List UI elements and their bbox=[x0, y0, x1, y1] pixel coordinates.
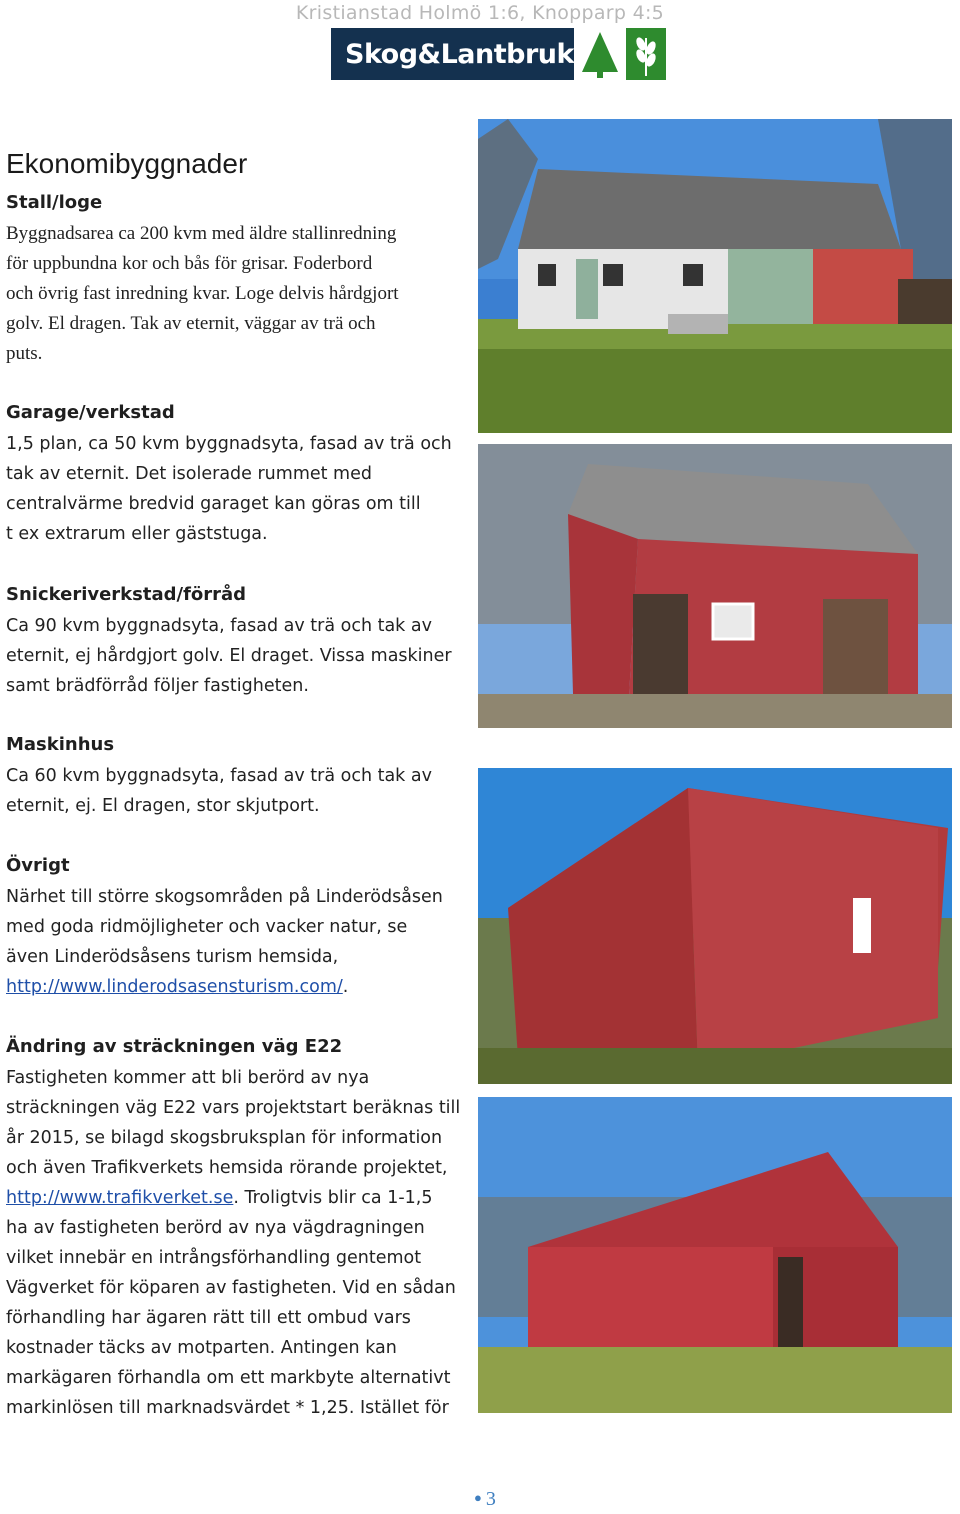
text-line: markägaren förhandla om ett markbyte alternativt bbox=[6, 1368, 451, 1388]
text-line: med goda ridmöjligheter och vacker natur, se bbox=[6, 917, 408, 937]
text-line: sträckningen väg E22 vars projektstart beräknas till bbox=[6, 1098, 461, 1118]
text-line: Närhet till större skogsområden på Linderödsåsen bbox=[6, 887, 443, 907]
text-line: Fastigheten kommer att bli berörd av nya bbox=[6, 1068, 370, 1088]
text-line: Byggnadsarea ca 200 kvm med äldre stallinredning bbox=[6, 223, 397, 244]
tree-icon bbox=[574, 28, 626, 80]
section-title-snickeri: Snickeriverkstad/förråd bbox=[6, 584, 247, 605]
section-text-maskinhus bbox=[6, 761, 432, 821]
text-line: 1,5 plan, ca 50 kvm byggnadsyta, fasad av trä och bbox=[6, 434, 452, 454]
text-line: samt brädförråd följer fastigheten. bbox=[6, 676, 309, 696]
linderodsasen-link[interactable]: http://www.linderodsasensturism.com/ bbox=[6, 977, 343, 997]
text-line: och även Trafikverkets hemsida rörande projektet, bbox=[6, 1158, 448, 1178]
text-line: tak av eternit. Det isolerade rummet med bbox=[6, 464, 372, 484]
text-line: vilket innebär en intrångsförhandling gentemot bbox=[6, 1248, 422, 1268]
text-line: för uppbundna kor och bås för grisar. Foderbord bbox=[6, 253, 373, 274]
text-line: Ca 60 kvm byggnadsyta, fasad av trä och tak av bbox=[6, 766, 432, 786]
photo-stall-loge bbox=[478, 119, 952, 433]
text-line: golv. El dragen. Tak av eternit, väggar av trä och bbox=[6, 313, 376, 334]
text-line: eternit, ej hårdgjort golv. El draget. Vissa maskiner bbox=[6, 646, 452, 666]
link-suffix: . Troligtvis blir ca 1-1,5 bbox=[233, 1188, 433, 1208]
text-line: centralvärme bredvid garaget kan göras om till bbox=[6, 494, 421, 514]
logo-icons bbox=[574, 28, 666, 80]
section-text-ovrigt bbox=[6, 882, 443, 1002]
text-line: markinlösen till marknadsvärdet * 1,25. Istället för bbox=[6, 1398, 449, 1418]
photo-snickeriverkstad bbox=[478, 768, 952, 1084]
section-text-garage bbox=[6, 429, 452, 549]
text-line: eternit, ej. El dragen, stor skjutport. bbox=[6, 796, 320, 816]
text-line: förhandling har ägaren rätt till ett ombud vars bbox=[6, 1308, 411, 1328]
text-line: Vägverket för köparen av fastigheten. Vid en sådan bbox=[6, 1278, 456, 1298]
company-logo bbox=[331, 28, 636, 80]
text-line: t ex extrarum eller gäststuga. bbox=[6, 524, 268, 544]
photo-maskinhus bbox=[478, 1097, 952, 1413]
section-title-maskinhus: Maskinhus bbox=[6, 734, 115, 755]
section-title-garage: Garage/verkstad bbox=[6, 402, 175, 423]
section-title-e22: Ändring av sträckningen väg E22 bbox=[6, 1036, 343, 1057]
wheat-icon bbox=[626, 28, 666, 80]
document-header-title: Kristianstad Holmö 1:6, Knopparp 4:5 bbox=[295, 2, 665, 24]
section-title-ovrigt: Övrigt bbox=[6, 855, 70, 876]
text-line bbox=[6, 972, 443, 1002]
text-line: kostnader täcks av motparten. Antingen kan bbox=[6, 1338, 397, 1358]
section-text-stall bbox=[6, 219, 399, 369]
text-line: ha av fastigheten berörd av nya vägdragningen bbox=[6, 1218, 425, 1238]
text-line: och övrig fast inredning kvar. Loge delvis hårdgjort bbox=[6, 283, 399, 304]
text-line: även Linderödsåsens turism hemsida, bbox=[6, 947, 339, 967]
trafikverket-link[interactable]: http://www.trafikverket.se bbox=[6, 1188, 234, 1208]
text-line: år 2015, se bilagd skogsbruksplan för information bbox=[6, 1128, 443, 1148]
logo-text: Skog&Lantbruk bbox=[345, 38, 574, 70]
page-number-value: 3 bbox=[485, 1488, 496, 1510]
page-number: ● 3 bbox=[474, 1488, 496, 1510]
text-line: Ca 90 kvm byggnadsyta, fasad av trä och tak av bbox=[6, 616, 432, 636]
photo-garage-verkstad bbox=[478, 444, 952, 728]
section-text-e22 bbox=[6, 1063, 460, 1423]
section-title-stall: Stall/loge bbox=[6, 192, 103, 213]
link-suffix: . bbox=[342, 977, 349, 997]
page-heading: Ekonomibyggnader bbox=[6, 148, 248, 179]
text-line: puts. bbox=[6, 343, 43, 364]
text-line bbox=[6, 1183, 460, 1213]
section-text-snickeri bbox=[6, 611, 452, 701]
